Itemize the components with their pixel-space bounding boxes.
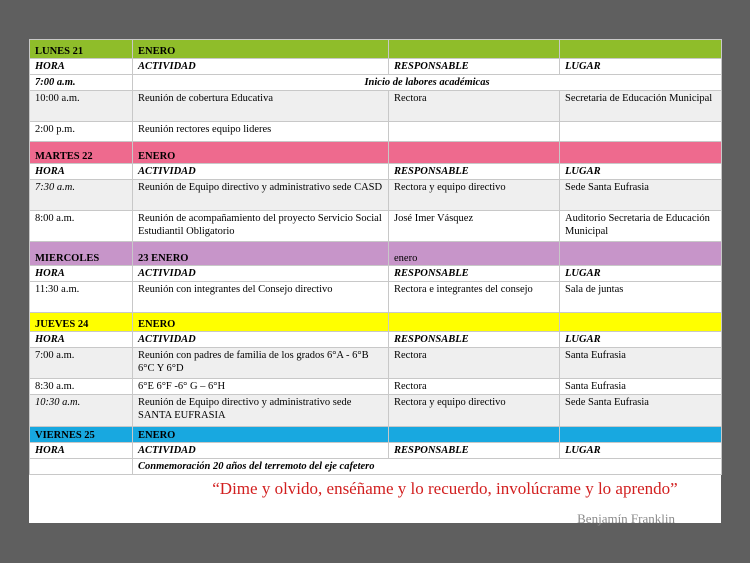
col-lugar: LUGAR	[560, 332, 722, 348]
row-hora: 8:30 a.m.	[30, 379, 133, 395]
day-name: JUEVES 24	[30, 313, 133, 332]
table-row	[30, 180, 722, 211]
day-name: LUNES 21	[30, 40, 133, 59]
table-row	[30, 348, 722, 379]
quote-author: Benjamín Franklin	[577, 511, 675, 526]
day-name: MARTES 22	[30, 142, 133, 164]
row-hora: 7:00 a.m.	[30, 75, 133, 91]
row-activity-full: Inicio de labores académicas	[133, 75, 722, 91]
column-header-row	[30, 443, 722, 459]
col-actividad: ACTIVIDAD	[133, 443, 389, 459]
row-actividad: Reunión de acompañamiento del proyecto Servicio Social Estudiantil Obligatorio	[133, 211, 389, 242]
row-actividad: Reunión con integrantes del Consejo directivo	[133, 282, 389, 313]
row-lugar: Sede Santa Eufrasia	[560, 395, 722, 427]
day-month: ENERO	[133, 40, 389, 59]
day-month: ENERO	[133, 142, 389, 164]
row-actividad: Reunión con padres de familia de los grados 6°A - 6°B 6°C Y 6°D	[133, 348, 389, 379]
column-header-row	[30, 332, 722, 348]
col-hora: HORA	[30, 59, 133, 75]
col-responsable: RESPONSABLE	[389, 266, 560, 282]
col-hora: HORA	[30, 332, 133, 348]
row-actividad: Reunión de Equipo directivo y administrativo sede SANTA EUFRASIA	[133, 395, 389, 427]
row-hora: 7:00 a.m.	[30, 348, 133, 379]
row-hora: 7:30 a.m.	[30, 180, 133, 211]
row-lugar: Sala de juntas	[560, 282, 722, 313]
table-row	[30, 75, 722, 91]
row-activity-full: Conmemoración 20 años del terremoto del eje cafetero	[133, 459, 722, 475]
row-lugar: Secretaria de Educación Municipal	[560, 91, 722, 122]
row-actividad: Reunión rectores equipo lideres	[133, 122, 389, 142]
row-actividad: Reunión de cobertura Educativa	[133, 91, 389, 122]
row-responsable: José Imer Vásquez	[389, 211, 560, 242]
col-lugar: LUGAR	[560, 443, 722, 459]
col-responsable: RESPONSABLE	[389, 59, 560, 75]
row-hora: 10:00 a.m.	[30, 91, 133, 122]
row-hora: 10:30 a.m.	[30, 395, 133, 427]
column-header-row	[30, 164, 722, 180]
day-header-row	[30, 40, 722, 59]
row-lugar: Sede Santa Eufrasia	[560, 180, 722, 211]
row-responsable: Rectora y equipo directivo	[389, 395, 560, 427]
row-responsable: Rectora y equipo directivo	[389, 180, 560, 211]
row-hora: 2:00 p.m.	[30, 122, 133, 142]
col-actividad: ACTIVIDAD	[133, 332, 389, 348]
row-lugar: Santa Eufrasia	[560, 379, 722, 395]
row-lugar	[560, 122, 722, 142]
row-lugar: Auditorio Secretaria de Educación Municipal	[560, 211, 722, 242]
col-lugar: LUGAR	[560, 164, 722, 180]
quote: “Dime y olvido, enséñame y lo recuerdo, involúcrame y lo aprendo”	[212, 479, 678, 498]
table-row	[30, 379, 722, 395]
column-header-row	[30, 266, 722, 282]
col-hora: HORA	[30, 266, 133, 282]
day-extra: enero	[389, 242, 560, 266]
col-hora: HORA	[30, 443, 133, 459]
table-row	[30, 459, 722, 475]
row-responsable: Rectora	[389, 91, 560, 122]
table-row	[30, 395, 722, 427]
row-hora	[30, 459, 133, 475]
slide	[29, 39, 721, 526]
col-responsable: RESPONSABLE	[389, 164, 560, 180]
schedule-table	[29, 39, 722, 475]
col-actividad: ACTIVIDAD	[133, 59, 389, 75]
col-actividad: ACTIVIDAD	[133, 266, 389, 282]
day-month: ENERO	[133, 427, 389, 443]
table-row	[30, 122, 722, 142]
col-responsable: RESPONSABLE	[389, 332, 560, 348]
row-responsable: Rectora	[389, 379, 560, 395]
day-month: 23 ENERO	[133, 242, 389, 266]
table-row	[30, 211, 722, 242]
row-hora: 8:00 a.m.	[30, 211, 133, 242]
day-header-row	[30, 313, 722, 332]
day-month: ENERO	[133, 313, 389, 332]
col-actividad: ACTIVIDAD	[133, 164, 389, 180]
day-header-row	[30, 427, 722, 443]
col-lugar: LUGAR	[560, 266, 722, 282]
day-name: VIERNES 25	[30, 427, 133, 443]
day-header-row	[30, 142, 722, 164]
table-row	[30, 91, 722, 122]
row-actividad: 6°E 6°F -6° G – 6°H	[133, 379, 389, 395]
column-header-row	[30, 59, 722, 75]
col-hora: HORA	[30, 164, 133, 180]
table-row	[30, 282, 722, 313]
row-hora: 11:30 a.m.	[30, 282, 133, 313]
row-lugar: Santa Eufrasia	[560, 348, 722, 379]
col-lugar: LUGAR	[560, 59, 722, 75]
day-name: MIERCOLES	[30, 242, 133, 266]
day-header-row	[30, 242, 722, 266]
row-actividad: Reunión de Equipo directivo y administrativo sede CASD	[133, 180, 389, 211]
row-responsable: Rectora e integrantes del consejo	[389, 282, 560, 313]
col-responsable: RESPONSABLE	[389, 443, 560, 459]
row-responsable: Rectora	[389, 348, 560, 379]
row-responsable	[389, 122, 560, 142]
